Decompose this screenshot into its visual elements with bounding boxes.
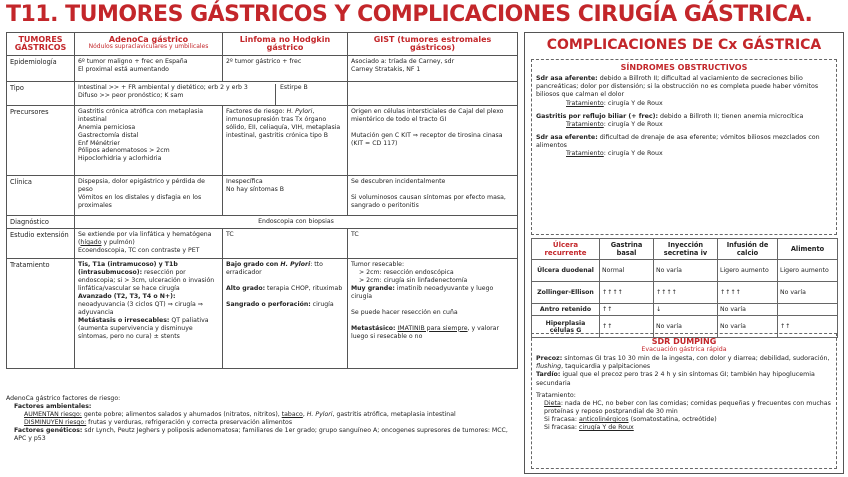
cell: Inespecífica No hay síntomas B — [223, 175, 348, 215]
cell: No varía — [654, 316, 718, 338]
cell: No varía — [654, 260, 718, 282]
cell: Endoscopia con biopsias — [75, 215, 518, 228]
notes-aumentan: AUMENTAN riesgo: gente pobre; alimentos salados y ahumados (nitratos, nitritos), tabaco, H. Pylori, gastritis atrófica, metaplasia intestinal — [24, 411, 456, 419]
table-row — [532, 282, 838, 304]
ulcera-recurrente-table — [531, 238, 838, 338]
cell: Se extiende por vía linfática y hematógena (hígado y pulmón) Ecoendoscopia, TC con contraste y PET — [75, 229, 223, 259]
cell — [778, 304, 838, 316]
cell: ↑↑↑↑ — [600, 282, 654, 304]
risk-factors-notes — [6, 395, 517, 443]
cell: Bajo grado con H. Pylori: tto erradicador Alto grado: terapia CHOP, rituximab Sangrado o perforación: cirugía — [223, 259, 348, 369]
row-label: Estudio extensión — [7, 229, 75, 259]
row-tratamiento — [7, 259, 518, 369]
cell: 6º tumor maligno + frec en España El proximal está aumentando — [75, 55, 223, 81]
table-row — [532, 260, 838, 282]
complicaciones-panel — [524, 32, 844, 474]
estirpe-b: Estirpe B — [275, 84, 308, 106]
notes-disminuyen: DISMINUYEN riesgo: frutas y verduras, refrigeración y correcta preservación alimentos — [24, 419, 293, 427]
cell: Ligero aumento — [778, 260, 838, 282]
row-estudio — [7, 229, 518, 259]
row-precursores — [7, 105, 518, 175]
cell: TC — [223, 229, 348, 259]
dumping-dieta: Dieta: nada de HC, no beber con las comidas; comidas pequeñas y frecuentes con muchas proteínas y reposo postprandial de 30 min — [544, 399, 831, 416]
row-label: Diagnóstico — [7, 215, 75, 228]
cell: ↑↑ — [778, 316, 838, 338]
cell: Normal — [600, 260, 654, 282]
cell: ↓ — [654, 304, 718, 316]
ulcer-row-label: Hiperplasia células G — [532, 316, 600, 338]
cell: Ligero aumento — [718, 260, 778, 282]
cell: 2º tumor gástrico + frec — [223, 55, 348, 81]
dumping-fracasa-2: Si fracasa: cirugía Y de Roux — [544, 424, 634, 432]
sdr-dumping-box — [531, 333, 837, 469]
cell: Tis, T1a (intramucoso) y T1b (intrasubmucoso): resección por endoscopia; si > 3cm, ulceración o invasión linfática/vascular se hace cirugía Avanzado (T2, T3, T4 o N+): neoadyuvancia (3 ciclos QT) ⇒ cirugía ⇒ adyuvancia Metástasis o irresecables: QT paliativa (aumenta supervivencia y disminuye síntomas, pero no cura) ± stents — [75, 259, 223, 369]
table-header-row — [7, 33, 518, 56]
row-clinica — [7, 175, 518, 215]
dumping-title: SDR DUMPING — [651, 337, 717, 346]
row-label: Precursores — [7, 105, 75, 175]
page-title: T11. TUMORES GÁSTRICOS Y COMPLICACIONES CIRUGÍA GÁSTRICA. — [6, 2, 813, 27]
ulcer-header-row — [532, 239, 838, 260]
row-epidemiologia — [7, 55, 518, 81]
cell: Intestinal >> + FR ambiental y dietético; erb 2 y erb 3 Difuso >> peor pronóstico; K sam Estirpe B — [75, 81, 348, 105]
dumping-subtitle: Evacuación gástrica rápida — [641, 346, 727, 353]
tumores-table — [6, 32, 518, 369]
ulcer-row-label: Antro retenido — [532, 304, 600, 316]
ulcer-row-label: Úlcera duodenal — [532, 260, 600, 282]
row-tipo — [7, 81, 518, 105]
header-linfoma: Linfoma no Hodgkin gástrico — [223, 33, 348, 56]
notes-heading: AdenoCa gástrico factores de riesgo: — [6, 395, 121, 402]
cell: No varía — [718, 316, 778, 338]
cell: Tumor resecable: > 2cm: resección endoscópica > 2cm: cirugía sin linfadenectomía Muy grande: imatinib neoadyuvante y luego cirugía Se puede hacer resección en cuña Metastásico: IMATINIB para siempre, y valorar luego si resecable o no — [348, 259, 518, 369]
row-label: Clínica — [7, 175, 75, 215]
sindromes-title: SÍNDROMES OBSTRUCTIVOS — [620, 63, 748, 72]
header-adenoca: AdenoCa gástrico Nódulos supraclaviculares y umbilicales — [75, 33, 223, 56]
cell: ↑↑ — [600, 316, 654, 338]
ulcer-header: Gastrina basal — [600, 239, 654, 260]
sindromes-obstructivos-box — [531, 59, 837, 235]
cell: Factores de riesgo: H. Pylori, inmunosupresión tras Tx órgano sólido, EII, celiaquía, VIH, metaplasia intestinal, gastritis crónica tipo B — [223, 105, 348, 175]
header-gist: GIST (tumores estromales gástricos) — [348, 33, 518, 56]
cell: Asociado a: tríada de Carney, sdr Carney Stratakis, NF 1 — [348, 55, 518, 81]
cell: Gastritis crónica atrófica con metaplasia intestinal Anemia perniciosa Gastrectomía distal Enf Ménétrier Pólipos adenomatosos > 2cm Hipoclorhidria y aclorhidria — [75, 105, 223, 175]
cell: ↑↑↑↑ — [718, 282, 778, 304]
dumping-precoz: Precoz: síntomas GI tras 10 30 min de la ingesta, con dolor y diarrea; debilidad, sudoración, flushing, taquicardia y palpitaciones Tardío: igual que el precoz pero tras 2 4 h y sin síntomas GI; también hay hipoglucemia secundaria — [536, 355, 830, 387]
cell: Se descubren incidentalmente Si voluminosos causan síntomas por efecto masa, sangrado o peritonitis — [348, 175, 518, 215]
notes-ambientales: Factores ambientales: — [14, 403, 92, 411]
ulcer-header: Úlcera recurrente — [532, 239, 600, 260]
dumping-fracasa-1: Si fracasa: anticolinérgicos (somatostatina, octreótide) — [544, 416, 717, 424]
cell: TC — [348, 229, 518, 259]
complicaciones-title: COMPLICACIONES DE Cx GÁSTRICA — [546, 37, 822, 53]
ulcer-row-label: Zollinger-Ellison — [532, 282, 600, 304]
cell: Origen en células intersticiales de Cajal del plexo mientérico de todo el tracto GI Mutación gen C KIT ⇒ receptor de tirosina cinasa (KIT = CD 117) — [348, 105, 518, 175]
row-diagnostico — [7, 215, 518, 228]
row-label: Tratamiento — [7, 259, 75, 369]
row-label: Epidemiología — [7, 55, 75, 81]
obs-item: Sdr asa eferente: dificultad de drenaje de asa eferente; vómitos biliosos mezclados con alimentos Tratamiento: cirugía Y de Roux — [536, 134, 820, 158]
header-corner: TUMORES GÁSTRICOS — [7, 33, 75, 56]
dumping-tratamiento: Tratamiento: — [536, 391, 576, 399]
ulcer-header: Infusión de calcio — [718, 239, 778, 260]
cell: ↑↑ — [600, 304, 654, 316]
obs-item: Gastritis por reflujo biliar (+ frec): debido a Billroth II; tienen anemia microcítica Tratamiento: cirugía Y de Roux — [536, 112, 804, 128]
notes-geneticos: Factores genéticos: sdr Lynch, Peutz Jeghers y poliposis adenomatosa; familiares de 1er grado; grupo sanguíneo A; oncogenes supresores de tumores: MCC, APC y p53 — [14, 427, 508, 443]
cell: ↑↑↑↑ — [654, 282, 718, 304]
ulcer-header: Inyección secretina iv — [654, 239, 718, 260]
row-label: Tipo — [7, 81, 75, 105]
ulcer-header: Alimento — [778, 239, 838, 260]
cell: No varía — [718, 304, 778, 316]
obs-item: Sdr asa aferente: debido a Billroth II; dificultad al vaciamiento de secreciones bilio pancreáticas; dolor por distensión; si la obstrucción no es completa puede haber vómitos biliosos que calman el dolor Tratamiento: cirugía Y de Roux — [536, 75, 819, 107]
table-row — [532, 304, 838, 316]
cell — [348, 81, 518, 105]
cell: No varía — [778, 282, 838, 304]
cell: Dispepsia, dolor epigástrico y pérdida de peso Vómitos en los distales y disfagia en los proximales — [75, 175, 223, 215]
